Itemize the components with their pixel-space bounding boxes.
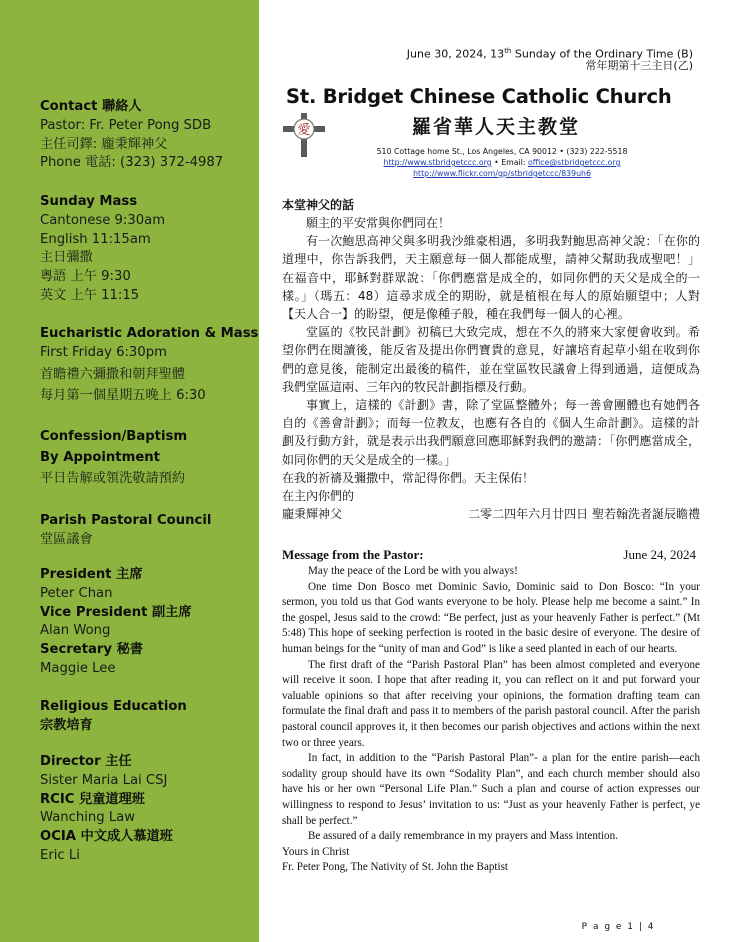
- confession-section: [40, 428, 255, 488]
- council-zh: 堂區議會: [40, 531, 93, 547]
- zh-paragraph-2: 堂區的《牧民計劃》初稿已大致完成，想在不久的將來大家便會收到。希望你們在閱讀後，能反省及提出你們寶貴的意見，好讓培育起草小組在收到你們的意見後，能制定出最後的稿件，並在堂區牧民議會上得到通過，這便成為我們堂區這兩、三年內的牧民計劃指標及行動。: [282, 325, 700, 394]
- english-mass-time: English 11:15am: [40, 231, 151, 247]
- religious-ed-section: [40, 698, 255, 736]
- adoration-heading: Eucharistic Adoration & Mass: [40, 326, 259, 341]
- cross-icon: [281, 112, 327, 158]
- email-label: • Email:: [491, 158, 528, 167]
- president-heading: President 主席: [40, 567, 143, 582]
- ocia-heading: OCIA 中文成人慕道班: [40, 829, 173, 845]
- pastor-name-zh: 主任司鐸: 龐秉輝神父: [40, 136, 168, 152]
- staff-section: [40, 753, 255, 866]
- en-message-date: June 24, 2024: [623, 547, 696, 562]
- en-signature: Fr. Peter Pong, The Nativity of St. John the Baptist: [282, 861, 508, 874]
- council-heading: Parish Pastoral Council: [40, 513, 212, 528]
- church-logo: [281, 112, 327, 158]
- church-address: 510 Cottage home St., Los Angeles, CA 90012 • (323) 222-5518: [376, 147, 628, 156]
- secretary-name: Maggie Lee: [40, 660, 116, 676]
- cantonese-mass-time: Cantonese 9:30am: [40, 212, 166, 228]
- director-heading: Director 主任: [40, 754, 132, 769]
- address-block: [332, 146, 672, 179]
- zh-paragraph-3: 事實上，這樣的《計劃》書，除了堂區整體外；每一善會團體也有她們各自的《善會計劃》；而每一位教友，也應有各自的《個人生命計劃》。這樣的計劃及行動方針，就是表示出我們願意回應耶穌對我們的邀請：「你們應當成全，如同你們的天父是成全的一樣。」: [282, 398, 700, 467]
- zh-signature: 龐秉輝神父: [282, 507, 343, 522]
- phone-number: Phone 電話: (323) 372-4987: [40, 155, 224, 171]
- rcic-name: Wanching Law: [40, 810, 136, 826]
- bulletin-date: June 30, 2024, 13th Sunday of the Ordinary Time (B): [406, 47, 693, 61]
- zh-closing: 在主內你們的: [282, 489, 355, 504]
- en-message-heading: Message from the Pastor:: [282, 547, 424, 562]
- en-paragraph-2: The first draft of the “Parish Pastoral Plan” has been almost completed and everyone will receive it soon. I hope that after reading it, you can reflect on it and put forward your valuable opinions so that after receiving your opinions, the formation drafting team can formulate the final draft and pass it to members of the parish pastoral council. After the parish pastoral council approves it, it then becomes our parish objectives and actions within the next two or three years.: [282, 658, 700, 749]
- sunday-mass-section: [40, 193, 255, 306]
- church-name: St. Bridget Chinese Catholic Church: [286, 85, 672, 108]
- zh-greeting: 願主的平安常與你們同在！: [306, 216, 451, 230]
- contact-section: [40, 98, 255, 173]
- en-message-header: [282, 547, 700, 563]
- zh-message-body: [282, 214, 700, 523]
- sidebar: [0, 0, 259, 942]
- contact-heading: Contact 聯絡人: [40, 99, 142, 114]
- en-message-body: [282, 564, 700, 876]
- email-link[interactable]: office@stbridgetccc.org: [527, 158, 621, 167]
- president-name: Peter Chan: [40, 585, 113, 601]
- zh-message-heading: 本堂神父的話: [282, 198, 355, 212]
- sunday-mass-heading: Sunday Mass: [40, 194, 138, 209]
- zh-signature-row: [282, 505, 700, 523]
- adoration-section: [40, 325, 259, 406]
- adoration-time: First Friday 6:30pm: [40, 344, 167, 360]
- vice-president-heading: Vice President 副主席: [40, 604, 192, 620]
- en-paragraph-1: One time Don Bosco met Dominic Savio, Dominic said to Don Bosco: “In your sermon, you told us that God wants everyone to be holy. Please help me become a saint.” In the gospel, Jesus said to the crowd: “Be perfect, just as your heavenly Father is perfect.” (Mt 5:48) This hope of seeking perfection is rooted in the basic desire of everyone. The desire of human beings for the “unity of man and God” is like a seed planted in each of our hearts.: [282, 580, 700, 655]
- church-name-zh: 羅省華人天主教堂: [412, 116, 581, 138]
- secretary-heading: Secretary 秘書: [40, 642, 143, 658]
- zh-paragraph-1: 有一次鮑思高神父與多明我沙維豪相遇，多明我對鮑思高神父說：「在你的道理中，你告訴我們，天主願意每一個人都能成聖，請神父幫助我成聖吧！」在福音中，耶穌對群眾說：「你們應當是成全的，如同你們的天父是成全的一樣。」（瑪五：48）這尋求成全的期盼，就是植根在每人的原始願望中；人對【天人合一】的盼望，便是像種子般，種在我們每一個人的心裡。: [282, 234, 700, 322]
- en-greeting: May the peace of the Lord be with you always!: [308, 565, 518, 577]
- zh-paragraph-4: 在我的祈禱及彌撒中，常記得你們。天主保佑！: [282, 470, 535, 485]
- bulletin-date-zh: 常年期第十三主日(乙): [585, 59, 693, 72]
- ocia-name: Eric Li: [40, 847, 80, 863]
- adoration-zh-1: 首瞻禮六彌撒和朝拜聖體: [40, 366, 186, 382]
- appointment-heading: By Appointment: [40, 449, 160, 465]
- officers-section: [40, 566, 255, 679]
- zh-date: 二零二四年六月廿四日 聖若翰洗者誕辰瞻禮: [468, 507, 700, 522]
- director-name: Sister Maria Lai CSJ: [40, 772, 168, 788]
- confession-zh: 平日告解或領洗敬請預約: [40, 470, 186, 486]
- council-section: [40, 512, 255, 550]
- english-mass-time-zh: 英文 上午 11:15: [40, 287, 140, 303]
- page-number: P a g e 1 | 4: [581, 922, 655, 932]
- confession-heading: Confession/Baptism: [40, 429, 188, 444]
- religious-ed-heading: Religious Education: [40, 699, 187, 714]
- sunday-mass-heading-zh: 主日彌撒: [40, 250, 93, 266]
- vice-president-name: Alan Wong: [40, 623, 111, 639]
- religious-ed-zh: 宗教培育: [40, 717, 93, 733]
- rcic-heading: RCIC 兒童道理班: [40, 791, 145, 807]
- cantonese-mass-time-zh: 粵語 上午 9:30: [40, 269, 131, 285]
- adoration-zh-2: 每月第一個星期五晚上 6:30: [40, 388, 206, 404]
- website-link[interactable]: http://www.stbridgetccc.org: [383, 158, 492, 167]
- flickr-link[interactable]: http://www.flickr.com/gp/stbridgetccc/839uh6: [413, 169, 591, 178]
- en-paragraph-4: Be assured of a daily remembrance in my prayers and Mass intention.: [308, 830, 618, 843]
- contact-links: [332, 157, 672, 168]
- logo-character: 愛: [297, 123, 311, 138]
- en-closing: Yours in Christ: [282, 845, 350, 858]
- pastor-name: Pastor: Fr. Peter Pong SDB: [40, 117, 212, 133]
- en-paragraph-3: In fact, in addition to the “Parish Pastoral Plan”- a plan for the entire parish—each sodality group should have its own “Sodality Plan”, and each church member should also have his or her own “Personal Life Plan.” Such a plan and course of action expresses our willingness to respond to Jesus’ invitation to us: “Just as your heavenly Father is perfect, ye shall be perfect.”: [282, 752, 700, 827]
